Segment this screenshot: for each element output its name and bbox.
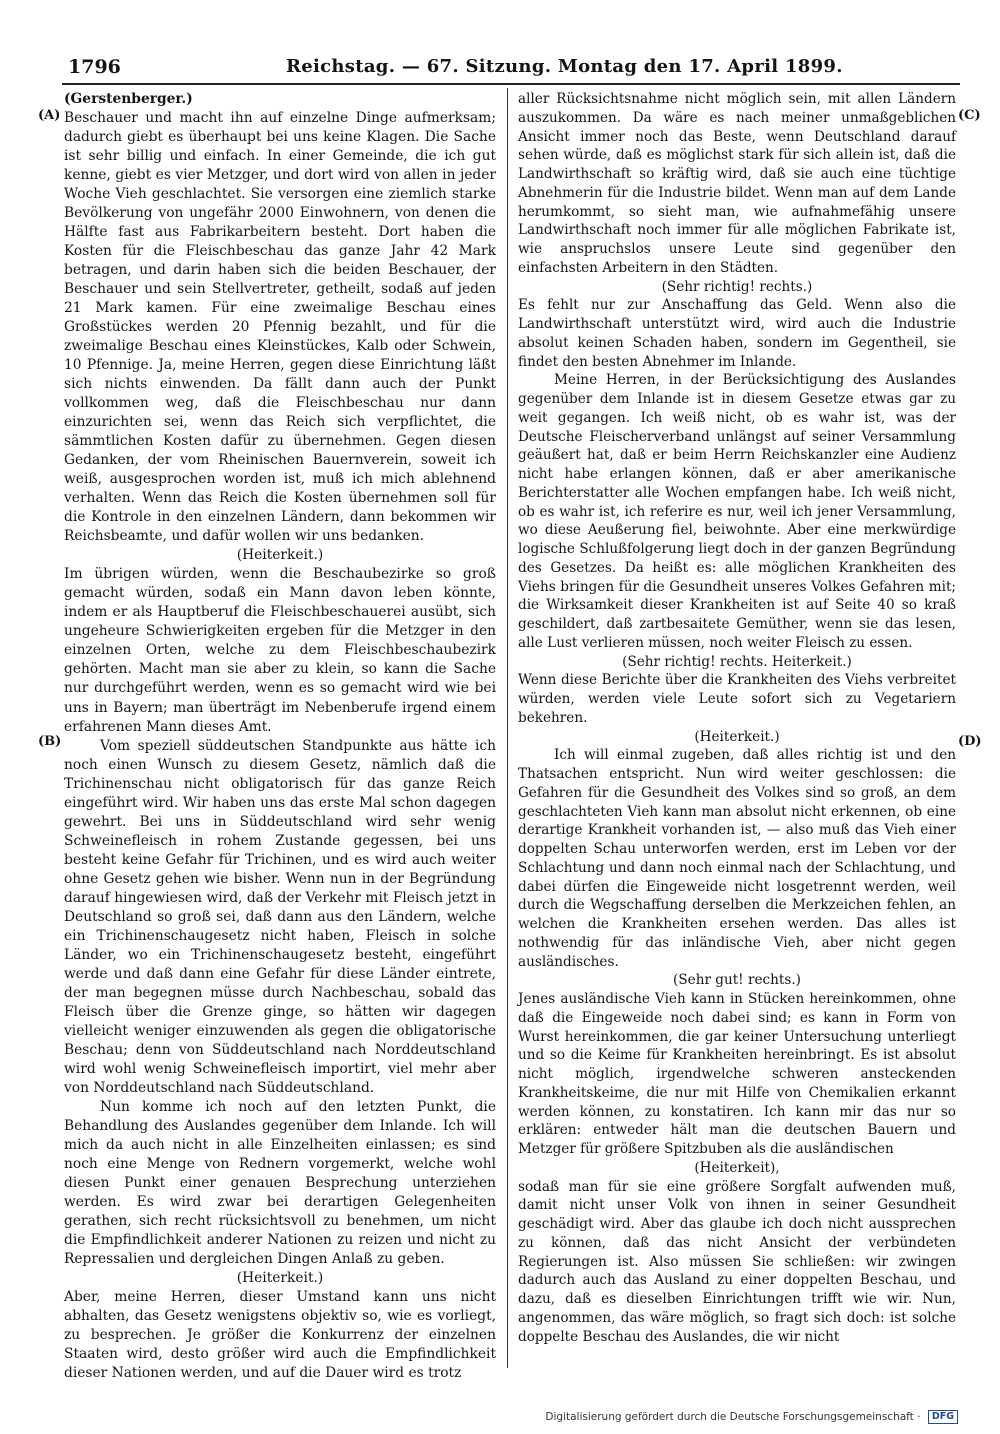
audience-reaction: (Heiterkeit.) (236, 547, 324, 564)
left-column (64, 90, 496, 1383)
credit-text: Digitalisierung gefördert durch die Deutsche Forschungsgemeinschaft · (545, 1411, 921, 1423)
margin-marker-c: (C) (958, 108, 981, 123)
paragraph: Im übrigen würden, wenn die Beschaubezirke so groß gemacht würden, sodaß ein Mann davon leben könnte, indem er als Hauptberuf die Fleischbeschauerei ausübt, sich ungeheure Schwierigkeiten ergeben für die Metzger in den einzelnen Orten, welche zu dem Fleischbeschaubezirk gehörten. Macht man sie aber zu klein, so kann die Sache nur durchgeführt werden, wenn es so gemacht wird wie bei uns in Bayern; man überträgt im Nebenberufe irgend einem erfahrenen Mann dieses Amt. (64, 566, 496, 735)
header-rule (62, 83, 960, 85)
paragraph: Nun komme ich noch auf den letzten Punkt, die Behandlung des Auslandes gegenüber dem Inlande. Ich will mich da auch nicht in alle Einzelheiten einlassen; es sind noch eine Menge von Rednern vorgemerkt, welche wohl diesen Punkt einer genauen Besprechung unterziehen werden. Es wird zwar bei derartigen Gelegenheiten gerathen, sich recht rücksichtsvoll zu benehmen, um nicht die Empfindlichkeit anderer Nationen zu reizen und nicht zu Repressalien und dergleichen Dingen Anlaß zu geben. (64, 1098, 496, 1267)
audience-reaction: (Heiterkeit.) (694, 728, 780, 745)
paragraph: sodaß man für sie eine größere Sorgfalt aufwenden muß, damit nicht unser Volk von ihnen in seiner Gesundheit geschädigt wird. Aber das glaube ich doch nicht aussprechen zu können, daß das nicht Ansicht der verbündeten Regierungen ist. Also müssen Sie schließen: wir zwingen dadurch auch das Ausland zu einer doppelten Beschau, und dazu, daß es dieselben Einrichtungen trifft wie wir. Nun, angenommen, das wäre möglich, so fragt sich doch: ist solche doppelte Beschau des Auslandes, die wir nicht (518, 1178, 956, 1345)
page-number: 1796 (68, 56, 121, 78)
audience-reaction: (Sehr richtig! rechts. Heiterkeit.) (622, 653, 852, 670)
digitization-credit (545, 1410, 958, 1424)
paragraph: Es fehlt nur zur Anschaffung das Geld. Wenn also die Landwirthschaft unterstützt wird, wird auch die Industrie absolut keinen Schaden haben, sondern im Gegentheil, sie findet den besten Abnehmer im Inlande. (518, 297, 956, 370)
audience-reaction: (Sehr gut! rechts.) (673, 972, 801, 989)
paragraph: Jenes ausländische Vieh kann in Stücken hereinkommen, ohne daß die Eingeweide noch dabei sind; es kann in Form von Wurst hereinkommen, die gar keiner Untersuchung unterliegt und so die Keime für Krankheiten hereinbringt. Es ist absolut nicht möglich, irgendwelche schweren ansteckenden Krankheitskeime, die nur mit Hilfe von Chemikalien erkannt werden können, zu konstatiren. Ich kann mir das nur so erklären: entweder hält man die deutschen Bauern und Metzger für größere Spitzbuben als die ausländischen (518, 991, 956, 1157)
page-header (68, 56, 958, 82)
right-column (518, 90, 956, 1346)
audience-reaction: (Heiterkeit.) (236, 1269, 324, 1286)
paragraph: Aber, meine Herren, dieser Umstand kann uns nicht abhalten, das Gesetz wenigstens objektiv so, wie es vorliegt, zu besprechen. Je größer die Konkurrenz der einzelnen Staaten wird, desto größer wird auch die Empfindlichkeit dieser Nationen werden, und auf die Dauer wird es trotz (64, 1288, 496, 1382)
paragraph: Ich will einmal zugeben, daß alles richtig ist und den Thatsachen entspricht. Nun wird weiter geschlossen: die Gefahren für die Gesundheit des Volkes sind so groß, an dem geschlachteten Vieh kann man absolut nicht erkennen, ob eine derartige Krankheit vorhanden ist, — also muß das Vieh einer doppelten Schau unterworfen werden, erst im Leben vor der Schlachtung und dann noch einmal nach der Schlachtung, und dabei dürfen die Eingeweide nicht losgetrennt werden, weil durch die Wegschaffung derselben die Merkzeichen fehlen, an welchen die Krankheiten ersehen werden. Das alles ist nothwendig für das inländische Vieh, aber nicht gegen ausländisches. (518, 747, 956, 970)
paragraph: Beschauer und macht ihn auf einzelne Dinge aufmerksam; dadurch giebt es überhaupt bei uns keine Klagen. Die Sache ist sehr billig und einfach. In einer Gemeinde, die ich gut kenne, giebt es vier Metzger, und dort wird von allen in jeder Woche Vieh geschlachtet. Sie versorgen eine ziemlich starke Bevölkerung von ungefähr 2000 Einwohnern, von denen die Hälfte fast aus Fabrikarbeitern besteht. Dort haben die Kosten für die Fleischbeschau das ganze Jahr 42 Mark betragen, und darin haben sich die beiden Beschauer, der Beschauer und sein Stellvertreter, getheilt, sodaß auf jeden 21 Mark kamen. Für eine zweimalige Beschau eines Großstückes werden 20 Pfennig bezahlt, und für die zweimalige Beschau eines Kleinstückes, Kalb oder Schwein, 10 Pfennige. Ja, meine Herren, gegen diese Einrichtung läßt sich nichts einwenden. Da fällt dann auch der Punkt vollkommen weg, daß die Fleischbeschau nur dann einzurichten sei, wenn das Reich sich verpflichtet, die sämmtlichen Kosten dafür zu übernehmen. Gegen diesen Gedanken, der vom Rheinischen Bauernverein, soweit ich weiß, ausgesprochen worden ist, muß ich mich ablehnend verhalten. Wenn das Reich die Kosten übernehmen soll für die Kontrole in den einzelnen Ländern, dann bekommen wir Reichsbeamte, und dafür wollen wir uns bedanken. (64, 110, 496, 545)
paragraph: Meine Herren, in der Berücksichtigung des Auslandes gegenüber dem Inlande ist in diesem Gesetze etwas gar zu weit gegangen. Ich weiß nicht, ob es wahr ist, was der Deutsche Fleischerverband unlängst auf seiner Versammlung geäußert hat, daß er beim Herrn Reichskanzler eine Audienz nicht habe erlangen können, daß er aber amerikanische Berichterstatter alle Wochen empfangen habe. Ich weiß nicht, ob es wahr ist, ich referire es nur, weil ich jener Versammlung, wo diese Aeußerung fiel, beiwohnte. Aber eine merkwürdige logische Schlußfolgerung liegt doch in der ganzen Begründung des Gesetzes. Da heißt es: alle möglichen Krankheiten des Viehs bringen für die Gesundheit unseres Volkes Gefahren mit; die Wirksamkeit dieser Krankheiten ist auf Seite 40 so kraß geschildert, daß zartbesaitete Gemüther, wenn sie das lesen, alle Lust verlieren müssen, noch weiter Fleisch zu essen. (518, 372, 956, 651)
margin-marker-b: (B) (38, 734, 62, 749)
running-head: Reichstag. — 67. Sitzung. Montag den 17. April 1899. (286, 56, 843, 77)
paragraph: aller Rücksichtsnahme nicht möglich sein, mit allen Ländern auszukommen. Da wäre es nach meiner unmaßgeblichen Ansicht immer noch das Beste, wenn Deutschland darauf sehen würde, daß es möglichst stark für sich allein ist, daß die Landwirthschaft so kräftig wird, daß sie auch eine tüchtige Abnehmerin für die Industrie bildet. Wenn man auf dem Lande herumkommt, so sieht man, wie aufnahmefähig unsere Landwirthschaft noch immer für alle möglichen Fabrikate ist, wie anspruchslos unsere Leute sind gegenüber den einfachsten Arbeitern in den Städten. (518, 91, 956, 276)
dfg-logo-icon: DFG (928, 1410, 958, 1424)
speaker-name: (Gerstenberger.) (64, 91, 193, 107)
paragraph: Wenn diese Berichte über die Krankheiten des Viehs verbreitet würden, werden viele Leute sofort sich zu Vegetariern bekehren. (518, 672, 956, 726)
audience-reaction: (Heiterkeit), (694, 1159, 780, 1176)
column-divider (507, 88, 508, 1368)
paragraph: Vom speziell süddeutschen Standpunkte aus hätte ich noch einen Wunsch zu diesem Gesetz, nämlich daß die Trichinenschau nicht obligatorisch für das ganze Reich eingeführt wird. Wir haben uns das erste Mal schon dagegen gewehrt. Bei uns in Süddeutschland wird sehr wenig Schweinefleisch in rohem Zustande gegessen, bei uns besteht keine Gefahr für Trichinen, und es wird auch weiter ohne Gesetz gehen wie bisher. Wenn nun in der Begründung darauf hingewiesen wird, daß der Verkehr mit Fleisch jetzt in Deutschland so groß sei, daß dann aus den Ländern, welche ein Trichinenschaugesetz nicht haben, Fleisch in solche Länder, wo ein Trichinenschaugesetz besteht, eingeführt werde und daß dann eine Gefahr für diese Länder eintrete, der man begegnen müsse durch Nachbeschau, sobald das Fleisch über die Grenze ginge, so hätten wir dagegen vielleicht weniger einzuwenden als gegen die obligatorische Beschau; denn von Süddeutschland nach Norddeutschland wird wohl wenig Schweinefleisch importirt, viel mehr aber von Norddeutschland nach Süddeutschland. (64, 737, 496, 1096)
margin-marker-a: (A) (38, 108, 61, 123)
margin-marker-d: (D) (958, 734, 982, 749)
audience-reaction: (Sehr richtig! rechts.) (661, 278, 813, 295)
